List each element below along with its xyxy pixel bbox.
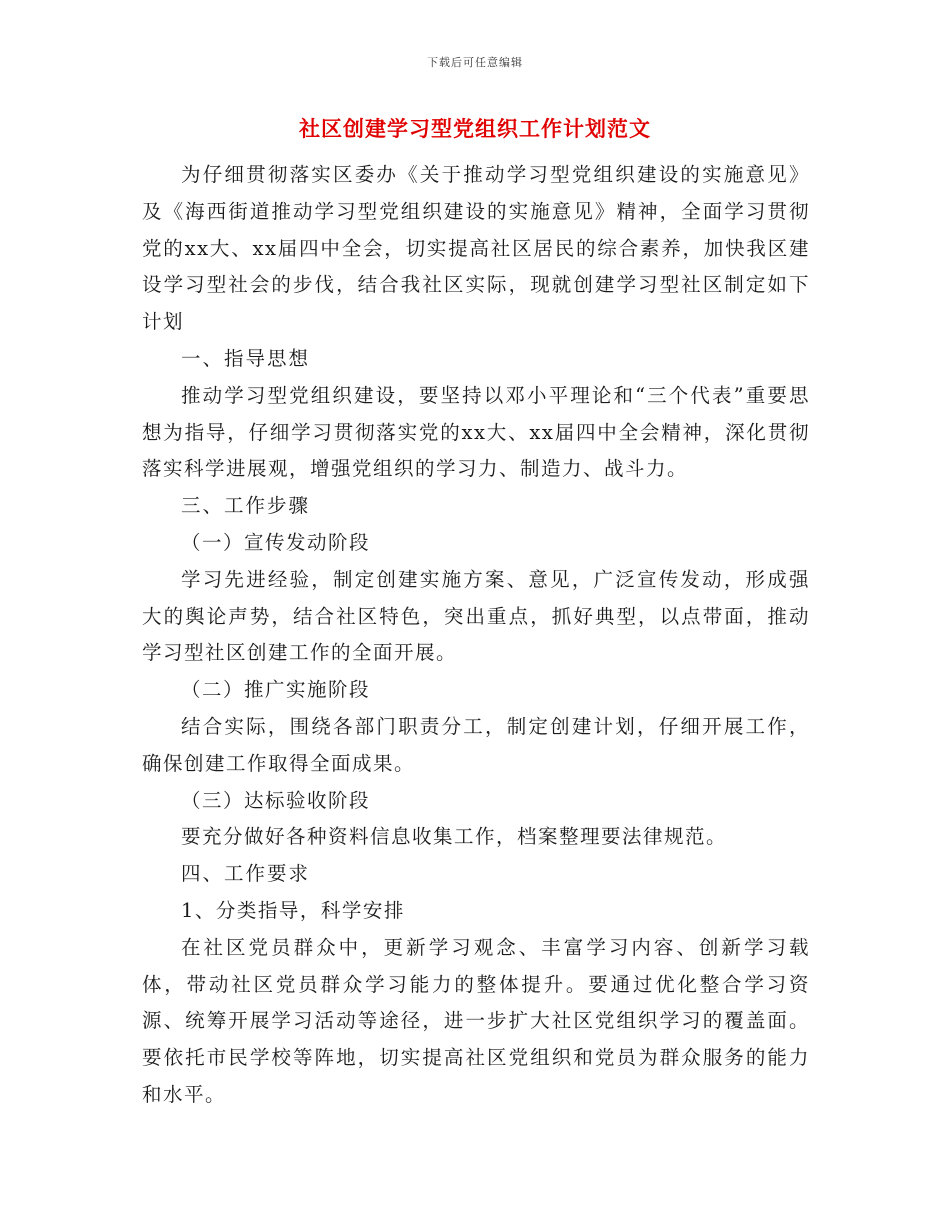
paragraph-stage-3: 要充分做好各种资料信息收集工作，档案整理要法律规范。 xyxy=(181,825,728,849)
paragraph-guiding-thought: 推动学习型党组织建设，要坚持以邓小平理论和“三个代表”重要思想为指导，仔细学习贯彻落实党的xx大、xx届四中全会精神，深化贯彻落实科学进展观，增强党组织的学习力、制造力、战斗力。 xyxy=(142,383,810,481)
subheading-stage-1: （一）宣传发动阶段 xyxy=(181,530,371,554)
paragraph-stage-2: 结合实际，围绕各部门职责分工，制定创建计划，仔细开展工作，确保创建工作取得全面成果。 xyxy=(142,714,810,775)
section-heading-work-steps: 三、工作步骤 xyxy=(181,494,311,518)
paragraph-requirement-1: 在社区党员群众中，更新学习观念、丰富学习内容、创新学习载体，带动社区党员群众学习能力的整体提升。要通过优化整合学习资源、统筹开展学习活动等途径，进一步扩大社区党组织学习的覆盖面。要依托市民学校等阵地，切实提高社区党组织和党员为群众服务的能力和水平。 xyxy=(142,935,810,1106)
paragraph-stage-1: 学习先进经验，制定创建实施方案、意见，广泛宣传发动，形成强大的舆论声势，结合社区特色，突出重点，抓好典型，以点带面，推动学习型社区创建工作的全面开展。 xyxy=(142,567,810,665)
subheading-stage-3: （三）达标验收阶段 xyxy=(181,788,371,812)
document-title: 社区创建学习型党组织工作计划范文 xyxy=(299,116,651,141)
header-note: 下载后可任意编辑 xyxy=(427,56,523,69)
document-body xyxy=(142,157,810,1114)
section-heading-work-requirements: 四、工作要求 xyxy=(181,862,311,886)
subheading-stage-2: （二）推广实施阶段 xyxy=(181,678,371,702)
subheading-requirement-1: 1、分类指导，科学安排 xyxy=(181,898,405,922)
paragraph-intro: 为仔细贯彻落实区委办《关于推动学习型党组织建设的实施意见》及《海西街道推动学习型党组织建设的实施意见》精神，全面学习贯彻党的xx大、xx届四中全会，切实提高社区居民的综合素养，加快我区建设学习型社会的步伐，结合我社区实际，现就创建学习型社区制定如下计划 xyxy=(142,163,810,334)
section-heading-guiding-thought: 一、指导思想 xyxy=(181,346,311,370)
